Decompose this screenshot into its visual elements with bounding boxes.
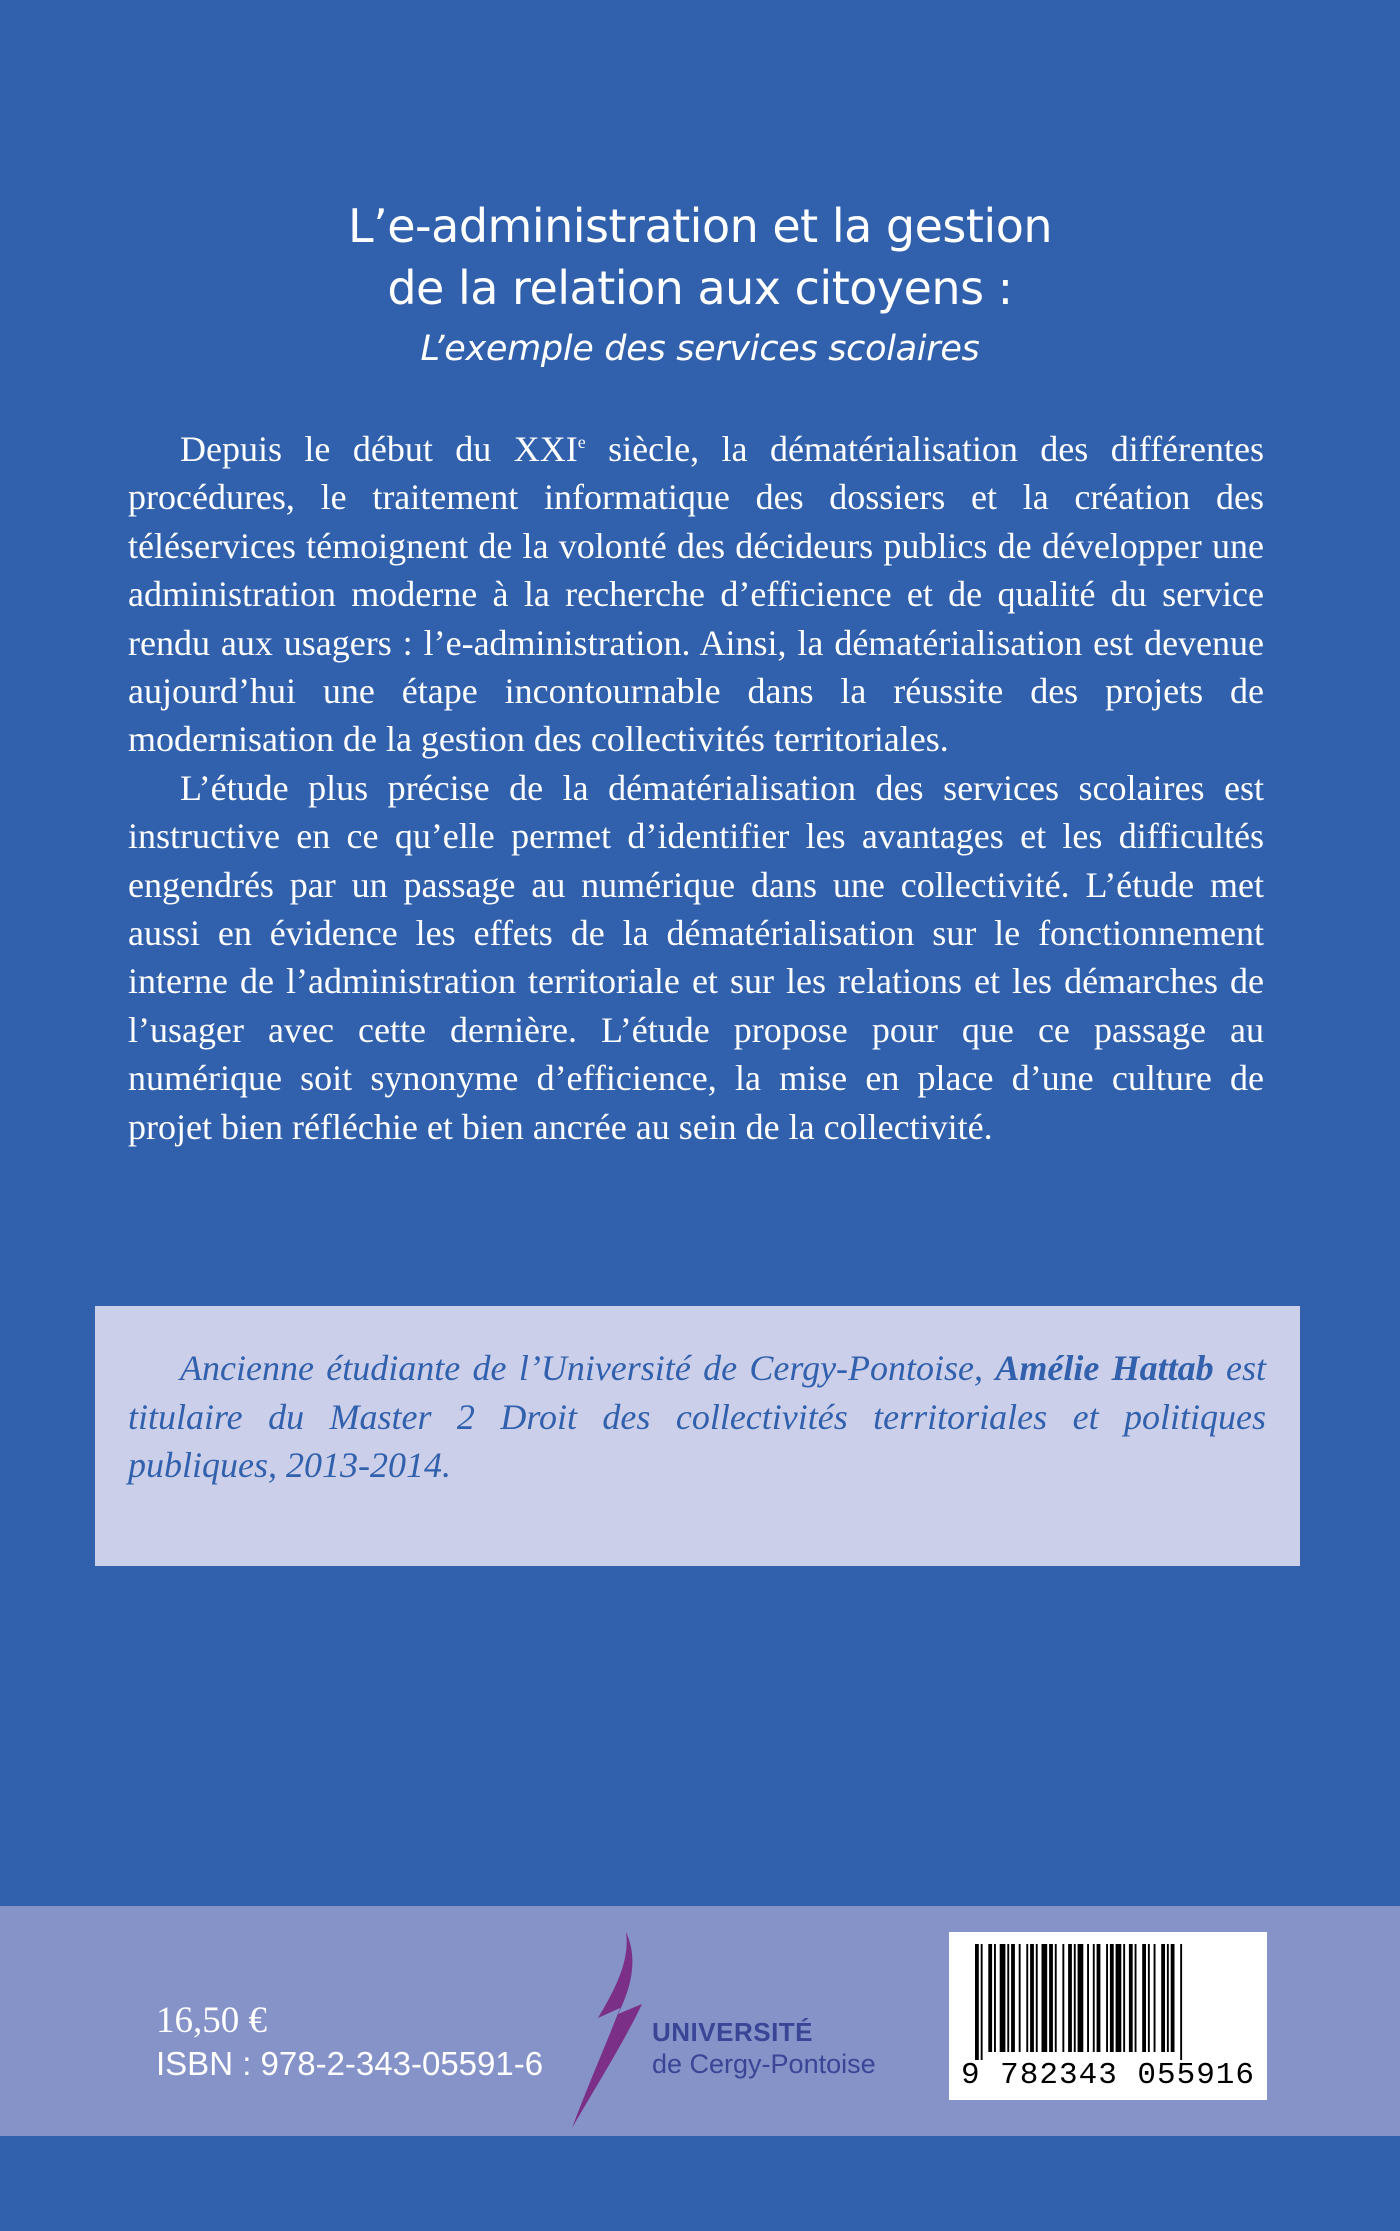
university-logo — [652, 2016, 876, 2080]
barcode — [949, 1932, 1267, 2100]
summary-p1-start: Depuis le début du XXI — [180, 429, 578, 469]
summary-text — [128, 425, 1264, 1151]
cover-title-block — [0, 195, 1400, 379]
author-bio — [128, 1344, 1266, 1490]
author-bio-intro: Ancienne étudiante de l’Université de Cergy-Pontoise, — [180, 1348, 996, 1388]
author-bio-rest: est titulaire du Master 2 Droit des collectivités territoriales et politiques publiques, 2013-2014. — [128, 1348, 1266, 1485]
price: 16,50 € — [156, 2000, 267, 2041]
book-title-line-2: de la relation aux citoyens : — [387, 261, 1013, 315]
isbn: ISBN : 978-2-343-05591-6 — [156, 2045, 544, 2082]
summary-paragraph-1 — [128, 425, 1264, 764]
barcode-digits: 9 782343 055916 — [960, 2058, 1256, 2093]
barcode-bars-icon — [949, 1932, 1267, 2062]
logo-line-2: de Cergy-Pontoise — [652, 2049, 876, 2079]
summary-p1-rest: siècle, la dématérialisation des différentes procédures, le traitement informatique des dossiers et la création des téléservices témoignent de la volonté des décideurs publics de développer une administration moderne à la recherche d’efficience et de qualité du service rendu aux usagers : l’e-administration. Ainsi, la dématérialisation est devenue aujourd’hui une étape incontournable dans la réussite des projets de modernisation de la gestion des collectivités territoriales. — [128, 429, 1264, 760]
logo-line-1: UNIVERSITÉ — [652, 2017, 814, 2047]
book-subtitle: L’exemple des services scolaires — [420, 329, 980, 369]
book-title-line-1: L’e-administration et la gestion — [347, 199, 1053, 253]
century-superscript: e — [577, 432, 586, 452]
author-bio-box — [95, 1306, 1300, 1566]
summary-paragraph-2: L’étude plus précise de la dématérialisation des services scolaires est instructive en ce qu’elle permet d’identifier les avantages et les difficultés engendrés par un passage au numérique dans une collectivité. L’étude met aussi en évidence les effets de la dématérialisation sur le fonctionnement interne de l’administration territoriale et sur les relations et les démarches de l’usager avec cette dernière. L’étude propose pour que ce passage au numérique soit synonyme d’efficience, la mise en place d’une culture de projet bien réfléchie et bien ancrée au sein de la collectivité. — [128, 767, 1264, 1147]
author-name: Amélie Hattab — [995, 1348, 1214, 1388]
university-swoosh-icon — [568, 1930, 658, 2130]
